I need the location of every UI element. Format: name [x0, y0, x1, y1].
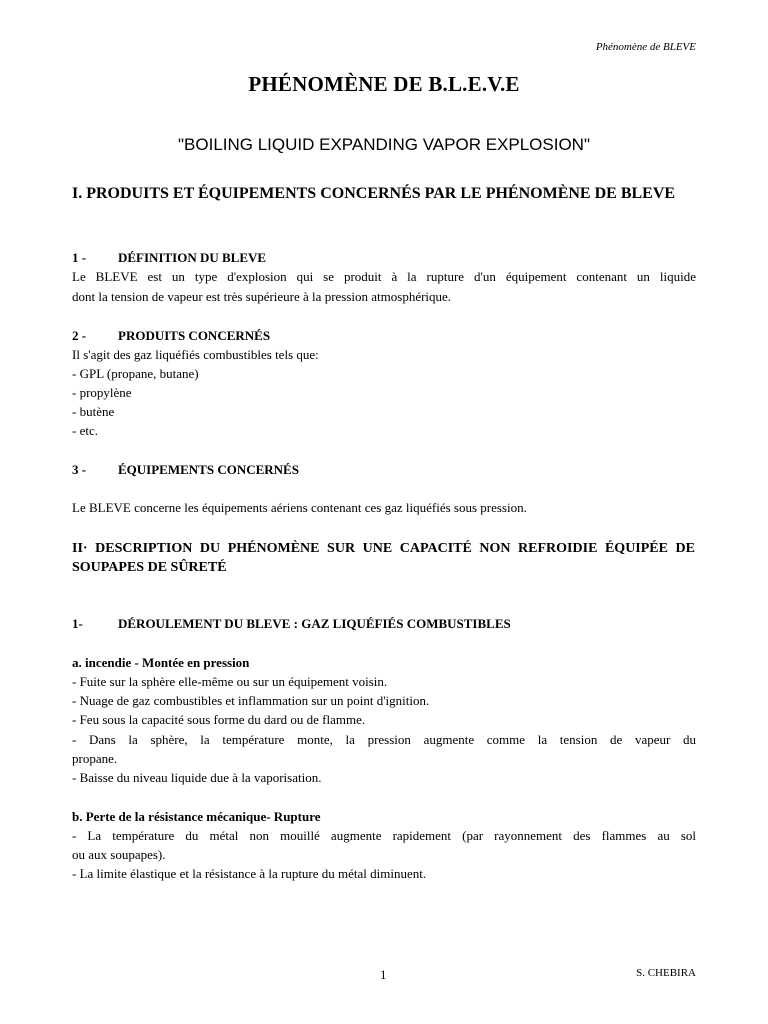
part-a-heading: a. incendie - Montée en pression	[72, 655, 250, 670]
list-item: - La température du métal non mouillé augmente rapidement (par rayonnement des flammes au sol	[72, 828, 696, 843]
section-2-heading	[72, 539, 695, 577]
paragraph-line: dont la tension de vapeur est très supérieure à la pression atmosphérique.	[72, 289, 452, 304]
subsection-number: 3 -	[72, 462, 87, 477]
list-item: - propylène	[72, 385, 132, 400]
document-subtitle: "BOILING LIQUID EXPANDING VAPOR EXPLOSION"	[178, 135, 590, 154]
paragraph-line: Il s'agit des gaz liquéfiés combustibles tels que:	[72, 347, 319, 362]
list-item: - GPL (propane, butane)	[72, 366, 199, 381]
list-item: - Dans la sphère, la température monte, la pression augmente comme la tension de vapeur du	[72, 732, 696, 747]
subsection-2-1-heading	[72, 614, 696, 633]
list-item: - La limite élastique et la résistance à la rupture du métal diminuent.	[72, 866, 427, 881]
subsection-title: ÉQUIPEMENTS CONCERNÉS	[118, 462, 299, 477]
section-1-heading: I. PRODUITS ET ÉQUIPEMENTS CONCERNÉS PAR LE PHÉNOMÈNE DE BLEVE	[72, 185, 676, 202]
list-item: - Baisse du niveau liquide due à la vaporisation.	[72, 770, 322, 785]
list-item: - butène	[72, 404, 115, 419]
list-item: - Nuage de gaz combustibles et inflammation sur un point d'ignition.	[72, 693, 430, 708]
paragraph-line: Le BLEVE est un type d'explosion qui se produit à la rupture d'un équipement contenant un liquide	[72, 269, 696, 284]
list-item: - Fuite sur la sphère elle-même ou sur un équipement voisin.	[72, 674, 388, 689]
list-item: - Feu sous la capacité sous forme du dard ou de flamme.	[72, 712, 366, 727]
list-item-continuation: propane.	[72, 751, 118, 766]
subsection-number: 1-	[72, 616, 83, 631]
subsection-number: 1 -	[72, 250, 87, 265]
list-item-continuation: ou aux soupapes).	[72, 847, 166, 862]
running-header: Phénomène de BLEVE	[595, 41, 696, 53]
subsection-title: DÉFINITION DU BLEVE	[118, 250, 267, 265]
subsection-number: 2 -	[72, 328, 87, 343]
subsection-1-2-heading	[72, 326, 696, 345]
list-item: - etc.	[72, 423, 98, 438]
subsection-title: DÉROULEMENT DU BLEVE : GAZ LIQUÉFIÉS COMBUSTIBLES	[118, 616, 511, 631]
subsection-1-3-heading	[72, 460, 696, 479]
author-name: S. CHEBIRA	[636, 967, 696, 979]
page-number: 1	[380, 967, 387, 982]
subsection-title: PRODUITS CONCERNÉS	[118, 328, 271, 343]
document-title: PHÉNOMÈNE DE B.L.E.V.E	[248, 72, 520, 96]
paragraph-line: Le BLEVE concerne les équipements aériens contenant ces gaz liquéfiés sous pression.	[72, 500, 527, 515]
subsection-1-1-heading	[72, 248, 696, 267]
part-b-heading: b. Perte de la résistance mécanique- Rupture	[72, 809, 321, 824]
section-2-heading-text: II· DESCRIPTION DU PHÉNOMÈNE SUR UNE CAPACITÉ NON REFROIDIE ÉQUIPÉE DE SOUPAPES DE SÛRETÉ	[72, 541, 695, 575]
